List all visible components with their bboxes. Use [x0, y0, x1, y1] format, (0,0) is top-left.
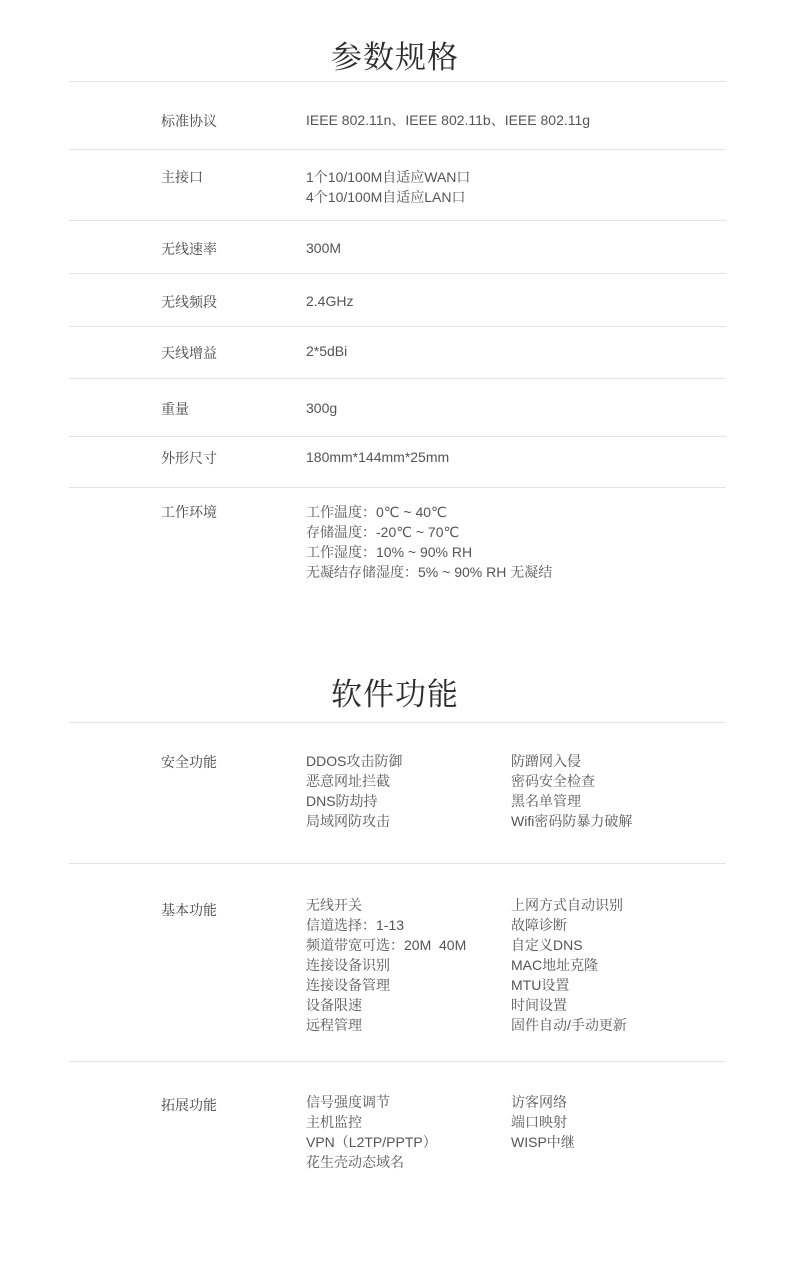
feature-item: 防蹭网入侵 [511, 753, 581, 769]
feature-item: 访客网络 [511, 1094, 567, 1110]
software-extended-col2 [511, 1092, 575, 1152]
spec-value-line: 2.4GHz [306, 293, 354, 309]
feature-item: 连接设备识别 [306, 957, 390, 973]
software-extended-col1 [306, 1092, 437, 1172]
software-security-col2 [511, 751, 632, 831]
spec-value-line: 300M [306, 240, 342, 256]
spec-label-dimensions: 外形尺寸 [161, 450, 217, 466]
feature-item: DNS防劫持 [306, 793, 378, 809]
software-basic-col2 [511, 895, 627, 1035]
feature-item: 黑名单管理 [511, 793, 581, 809]
spec-label-antenna: 天线增益 [161, 345, 217, 361]
feature-item: 自定义DNS [511, 937, 583, 953]
spec-label-weight: 重量 [161, 401, 189, 417]
software-section-title: 软件功能 [331, 677, 459, 712]
software-label-extended: 拓展功能 [161, 1097, 217, 1113]
spec-label-band: 无线频段 [161, 294, 217, 310]
divider [69, 81, 726, 82]
software-label-security: 安全功能 [161, 754, 217, 770]
software-label-basic: 基本功能 [161, 902, 217, 918]
feature-item: 固件自动/手动更新 [511, 1017, 627, 1033]
spec-value-line: 1个10/100M自适应WAN口 [306, 169, 471, 185]
spec-label-protocol: 标准协议 [161, 113, 217, 129]
spec-label-wireless-rate: 无线速率 [161, 241, 217, 257]
spec-value-weight [306, 398, 337, 418]
spec-value-line: IEEE 802.11n、IEEE 802.11b、IEEE 802.11g [306, 112, 591, 128]
feature-item: 频道带宽可选：20M 40M [306, 937, 467, 953]
divider [69, 220, 726, 221]
spec-value-line: 工作湿度：10% ~ 90% RH [306, 544, 473, 560]
spec-value-wireless-rate [306, 238, 341, 258]
divider [69, 436, 726, 437]
feature-item: 无线开关 [306, 897, 362, 913]
spec-value-line: 无凝结存储湿度：5% ~ 90% RH 无凝结 [306, 564, 553, 580]
spec-value-line: 存储温度：-20℃ ~ 70℃ [306, 524, 460, 540]
feature-item: 上网方式自动识别 [511, 897, 623, 913]
spec-value-antenna [306, 341, 347, 361]
divider [69, 722, 726, 723]
spec-value-ports [306, 167, 470, 207]
feature-item: DDOS攻击防御 [306, 753, 403, 769]
feature-item: 主机监控 [306, 1114, 362, 1130]
spec-value-line: 4个10/100M自适应LAN口 [306, 189, 466, 205]
feature-item: 远程管理 [306, 1017, 362, 1033]
divider [69, 487, 726, 488]
spec-label-ports: 主接口 [161, 169, 203, 185]
feature-item: 局域网防攻击 [306, 813, 390, 829]
divider [69, 149, 726, 150]
feature-item: 信道选择：1-13 [306, 917, 405, 933]
spec-value-line: 工作温度：0℃ ~ 40℃ [306, 504, 447, 520]
divider [69, 1061, 726, 1062]
feature-item: 恶意网址拦截 [306, 773, 390, 789]
feature-item: 设备限速 [306, 997, 362, 1013]
divider [69, 273, 726, 274]
divider [69, 326, 726, 327]
divider [69, 863, 726, 864]
feature-item: 密码安全检查 [511, 773, 595, 789]
feature-item: 连接设备管理 [306, 977, 390, 993]
spec-value-dimensions [306, 447, 449, 467]
feature-item: 时间设置 [511, 997, 567, 1013]
spec-value-band [306, 291, 353, 311]
feature-item: WISP中继 [511, 1134, 575, 1150]
feature-item: MTU设置 [511, 977, 570, 993]
feature-item: 信号强度调节 [306, 1094, 390, 1110]
feature-item: MAC地址克隆 [511, 957, 599, 973]
feature-item: 花生壳动态域名 [306, 1154, 404, 1170]
feature-item: 故障诊断 [511, 917, 567, 933]
feature-item: Wifi密码防暴力破解 [511, 813, 633, 829]
software-basic-col1 [306, 895, 466, 1035]
spec-value-protocol [306, 110, 590, 130]
feature-item: 端口映射 [511, 1114, 567, 1130]
spec-label-environment: 工作环境 [161, 504, 217, 520]
spec-section-title: 参数规格 [331, 40, 459, 75]
software-security-col1 [306, 751, 402, 831]
spec-value-line: 2*5dBi [306, 343, 348, 359]
feature-item: VPN（L2TP/PPTP） [306, 1134, 437, 1150]
divider [69, 378, 726, 379]
spec-value-line: 180mm*144mm*25mm [306, 449, 450, 465]
spec-value-environment [306, 502, 552, 582]
spec-value-line: 300g [306, 400, 338, 416]
